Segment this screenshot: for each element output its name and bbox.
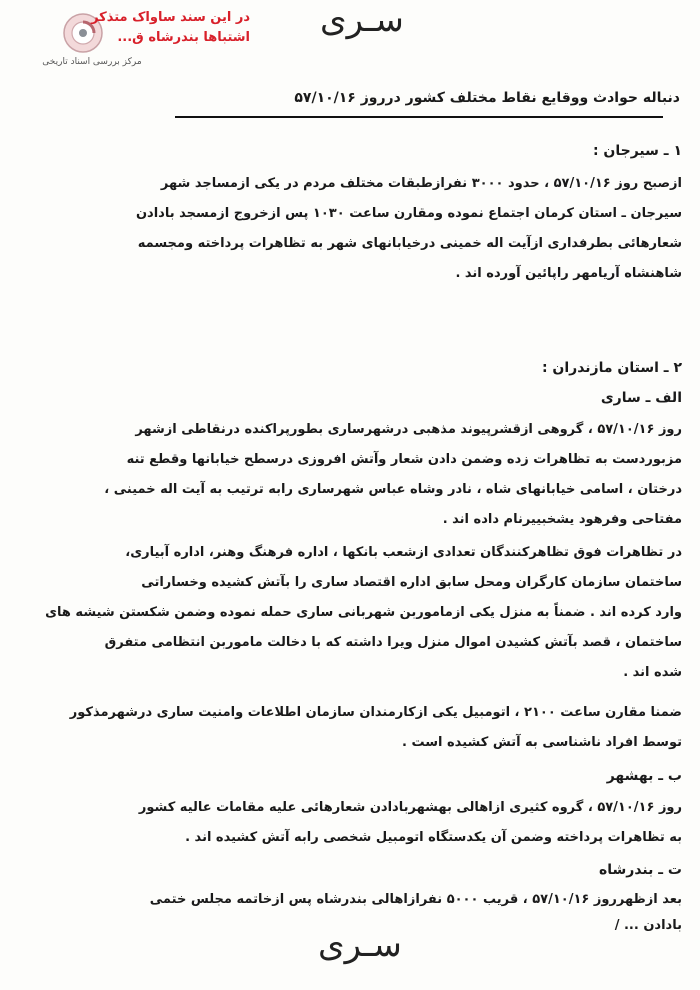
text-line: ساختمان سازمان کارگران ومحل سابق اداره اقتصاد ساری را بآتش کشیده وخساراتی <box>141 575 682 590</box>
subsection-label: ب ـ بهشهر <box>606 768 682 784</box>
text-line: وارد کرده اند . ضمناً به منزل یکی ازماموربن شهربانی ساری حمله نموده وضمن شکستن شیشه های <box>45 605 682 620</box>
text-line: شاهنشاه آریامهر راپائین آورده اند . <box>455 266 682 281</box>
red-annotation <box>90 8 250 48</box>
text-line: روز ۵۷/۱۰/۱۶ ، گروه کثیری ازاهالی بهشهربادادن شعارهائی علیه مقامات عالیه کشور <box>138 800 682 815</box>
text-line: مفتاحی وفرهود یشخبییرنام داده اند . <box>442 512 682 527</box>
text-line: شده اند . <box>623 665 682 680</box>
section-heading: ۲ ـ استان مازندران : <box>541 360 682 376</box>
text-line: ضمنا مقارن ساعت ۲۱۰۰ ، اتومبیل یکی ازکارمندان سازمان اطلاعات وامنیت ساری درشهرمذکور <box>69 705 682 720</box>
text-line: به تظاهرات پرداخته وضمن آن یکدستگاه اتومبیل شخصی رابه آتش کشیده اند . <box>185 830 682 845</box>
classification-stamp-bottom: سـری <box>318 925 402 965</box>
text-line: مزبوردست به تظاهرات زده وضمن دادن شعار وآتش افروزی درسطح خیابانها وقطع تنه <box>126 452 682 467</box>
section-heading: ۱ ـ سیرجان : <box>592 143 682 159</box>
classification-stamp-top: سـری <box>320 0 404 40</box>
red-annotation-line: در این سند ساواک متذکر <box>91 10 250 25</box>
text-line: سیرجان ـ استان کرمان اجتماع نموده ومقارن ساعت ۱۰۳۰ پس ازخروج ازمسجد بادادن <box>135 206 682 221</box>
text-line: ازصبح روز ۵۷/۱۰/۱۶ ، حدود ۳۰۰۰ نفرازطبقات مختلف مردم در یکی ازمساجد شهر <box>160 176 682 191</box>
text-line: شعارهائی بطرفداری ازآیت اله خمینی درخیابانهای شهر به تظاهرات پرداخته ومجسمه <box>137 236 682 251</box>
subsection-label: الف ـ ساری <box>600 390 682 406</box>
text-line: بادادن ... / <box>614 918 682 933</box>
text-line: بعد ازظهرروز ۵۷/۱۰/۱۶ ، قریب ۵۰۰۰ نفرازاهالی بندرشاه پس ازخاتمه مجلس ختمی <box>149 892 682 907</box>
archive-caption: مرکز بررسی اسناد تاریخی <box>42 57 142 67</box>
text-line: درختان ، اسامی خیابانهای شاه ، نادر وشاه عباس شهرساری رابه ترتیب به آیت اله خمینی ، <box>104 482 682 497</box>
subsection-label: ت ـ بندرشاه <box>598 862 682 878</box>
document-title: دنباله حوادث ووقایع نقاط مختلف کشور درروز ۵۷/۱۰/۱۶ <box>294 90 680 106</box>
text-line: توسط افراد ناشناسی به آتش کشیده است . <box>402 735 682 750</box>
title-underline <box>175 116 663 118</box>
text-line: در تظاهرات فوق تظاهرکنندگان تعدادی ازشعب بانکها ، اداره فرهنگ وهنر، اداره آبیاری، <box>125 545 682 560</box>
red-annotation-line: اشتباها بندرشاه ق... <box>117 30 250 45</box>
text-line: ساختمان ، قصد بآتش کشیدن اموال منزل ویرا داشته که با دخالت ماموربن انتظامی متفرق <box>104 635 682 650</box>
text-line: روز ۵۷/۱۰/۱۶ ، گروهی ازقشرپیوند مذهبی درشهرساری بطورپراکنده درنقاطی ازشهر <box>135 422 682 437</box>
